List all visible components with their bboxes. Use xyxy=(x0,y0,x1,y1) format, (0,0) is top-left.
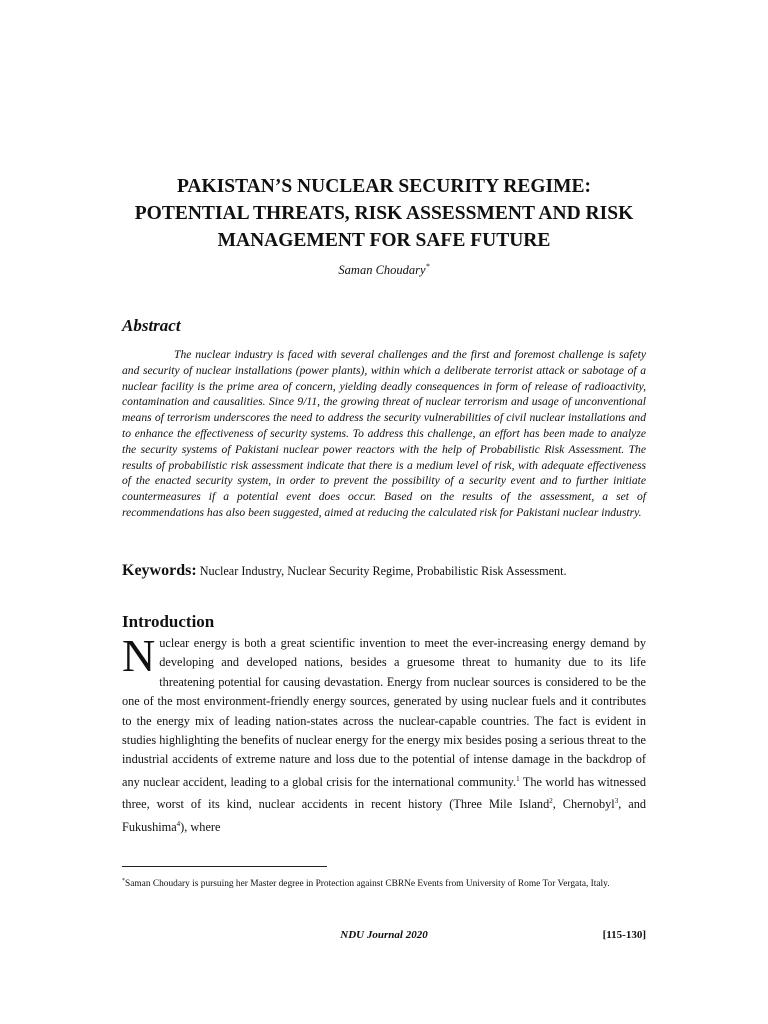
footnote-ref-1[interactable]: 1 xyxy=(516,774,520,783)
intro-text-part-2: The world has witnessed three, worst of its kind, nuclear accidents in recent history (Three Mile Island xyxy=(122,774,646,812)
author-name: Saman Choudary xyxy=(338,263,426,278)
footnote-divider xyxy=(122,866,327,867)
footnote-text: Saman Choudary is pursuing her Master degree in Protection against CBRNe Events from University of Rome Tor Vergata, Italy. xyxy=(125,879,610,890)
keywords-line xyxy=(122,562,662,580)
footnote-ref-3[interactable]: 3 xyxy=(614,797,619,806)
author-line xyxy=(0,262,768,278)
journal-name: NDU Journal 2020 xyxy=(340,929,428,941)
author-footnote xyxy=(122,874,646,891)
keywords-text: Nuclear Industry, Nuclear Security Regime, Probabilistic Risk Assessment. xyxy=(199,564,567,578)
intro-text-part-1: uclear energy is both a great scientific invention to meet the ever-increasing energy demand by developing and developed nations, besides a gruesome threat to humanity due to its life threatening potential for causing devastation. Energy from nuclear sources is considered to be the one of the most environment-friendly energy sources, generated by using nuclear fuels and it contributes to the energy mix of leading nation-states across the nuclear-capable countries. The fact is evident in studies highlighting the benefits of nuclear energy for the energy mix besides posing a serious threat to the industrial accidents of extreme nature and loss due to the potential of intense damage in the backdrop of any nuclear accident, leading to a global crisis for the international community. xyxy=(122,636,646,789)
title-line-2: POTENTIAL THREATS, RISK ASSESSMENT AND RISK xyxy=(134,203,634,224)
footnote-mark: * xyxy=(122,878,125,884)
footnote-ref-4[interactable]: 4 xyxy=(176,819,181,828)
title-line-1: PAKISTAN’S NUCLEAR SECURITY REGIME: xyxy=(176,176,592,197)
keywords-label: Keywords: xyxy=(122,562,197,579)
intro-text-part-3: , Chernobyl xyxy=(552,797,615,812)
abstract-text: The nuclear industry is faced with several challenges and the first and foremost challenge is safety and security of nuclear installations (power plants), within which a deliberate terrorist attack or sabotage of a nuclear facility is the prime area of concern, yielding deadly consequences in form of release of radioactivity, contamination and causalities. Since 9/11, the growing threat of nuclear terrorism and usage of unconventional means of terrorism underscores the need to address the security vulnerabilities of civil nuclear installations and to enhance the effectiveness of security systems. To address this challenge, an effort has been made to analyze the security systems of Pakistani nuclear power reactors with the help of Probabilistic Risk Assessment. The results of probabilistic risk assessment indicate that there is a medium level of risk, with adequate effectiveness of the enacted security system, in order to prevent the possibility of a security event and to further initiate countermeasures if a potential event does occur. Based on the results of the assessment, a set of recommendations has also been suggested, aimed at reducing the calculated risk for Pakistani nuclear industry. xyxy=(122,348,646,519)
title-line-3: MANAGEMENT FOR SAFE FUTURE xyxy=(217,230,551,251)
introduction-text xyxy=(122,630,646,837)
intro-text-part-4: , and Fukushima xyxy=(122,797,646,834)
footnote-ref-2[interactable]: 2 xyxy=(549,797,553,806)
abstract-heading: Abstract xyxy=(122,316,181,335)
paper-title xyxy=(80,173,688,254)
drop-cap: N xyxy=(122,630,156,681)
introduction-heading: Introduction xyxy=(122,612,215,631)
author-footnote-mark[interactable]: * xyxy=(425,262,430,271)
page-range: [115-130] xyxy=(602,929,646,941)
intro-text-part-5: ), where xyxy=(180,819,221,834)
